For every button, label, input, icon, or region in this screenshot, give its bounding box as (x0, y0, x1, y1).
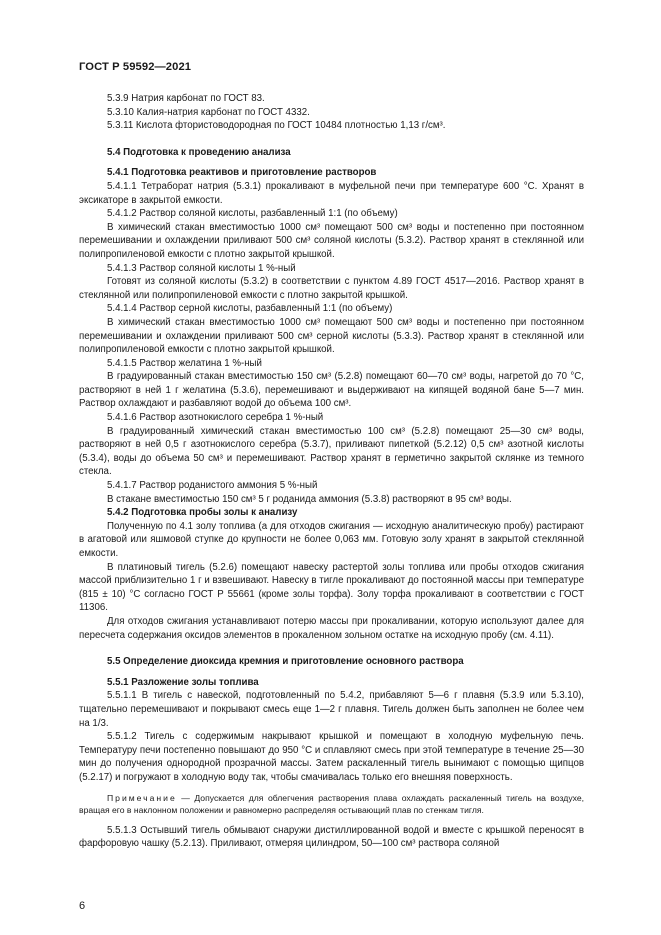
body-paragraph: 5.5.1.3 Остывший тигель обмывают снаружи дистиллированной водой и вместе с крышкой переносят в фарфоровую чашку (5.2.13). Приливают, отмеряя цилиндром, 50—100 см³ раствора соляной (79, 824, 584, 850)
document-body (79, 92, 584, 851)
note-label: Примечание (107, 792, 177, 803)
body-paragraph: 5.5.1.1 В тигель с навеской, подготовленный по 5.4.2, прибавляют 5—6 г плавня (5.3.9 или 5.3.10), тщательно перемешивают и покрывают смесь еще 1—2 г плавня. Тигель должен быть заполнен не более чем на 1/3. (79, 690, 584, 729)
body-paragraph: Полученную по 4.1 золу топлива (а для отходов сжигания — исходную аналитическую пробу) растирают в агатовой или яшмовой ступке до крупности не более 0,063 мм. Готовую золу хранят в закрытой стеклянной емкости. (79, 520, 584, 559)
body-paragraph: 5.5.1.2 Тигель с содержимым накрывают крышкой и помещают в холодную муфельную печь. Температуру печи постепенно повышают до 950 °С и сплавляют смесь при этой температуре в течение 25—30 мин до получения однородной прозрачной массы. Затем раскаленный тигель вынимают с помощью щипцов (5.2.17) и погружают в холодную воду так, чтобы смачивалась только его внешняя поверхность. (79, 731, 584, 783)
section-heading: 5.4.1 Подготовка реактивов и приготовление растворов (107, 167, 377, 179)
paragraph-spacer (79, 669, 584, 676)
body-paragraph: 5.4.1.4 Раствор серной кислоты, разбавленный 1:1 (по объему) (107, 303, 393, 315)
body-paragraph: Для отходов сжигания устанавливают потерю массы при прокаливании, которую используют далее для пересчета содержания оксидов элементов в прокаленном зольном остатке на исходную пробу (см. 4.11). (79, 615, 584, 641)
body-paragraph: 5.4.1.1 Тетраборат натрия (5.3.1) прокаливают в муфельной печи при температуре 600 °С. Хранят в эксикаторе в закрытой емкости. (79, 180, 584, 206)
body-paragraph: В платиновый тигель (5.2.6) помещают навеску растертой золы топлива или пробы отходов сжигания массой приблизительно 1 г и взвешивают. Навеску в тигле прокаливают до постоянной массы при температуре (815 ± 10) °С согласно ГОСТ Р 55661 (кроме золы торфа). Золу торфа прокаливают в соответствии с ГОСТ 11306. (79, 561, 584, 614)
body-paragraph: В стакане вместимостью 150 см³ 5 г роданида аммония (5.3.8) растворяют в 95 см³ воды. (107, 493, 512, 505)
section-heading: 5.5.1 Разложение золы топлива (107, 676, 259, 688)
body-paragraph: 5.4.1.2 Раствор соляной кислоты, разбавленный 1:1 (по объему) (107, 208, 398, 220)
body-paragraph: 5.4.1.5 Раствор желатина 1 %-ный (107, 357, 262, 369)
body-paragraph: В градуированный стакан вместимостью 150 см³ (5.2.8) помещают 60—70 см³ воды, нагретой до 70 °С, растворяют в ней 1 г желатина (5.3.6), перемешивают и выдерживают на кипящей водяной бане 5—7 мин. Раствор охлаждают и разбавляют водой до объема 100 см³. (79, 371, 584, 410)
section-heading: 5.4.2 Подготовка пробы золы к анализу (107, 507, 298, 519)
paragraph-spacer (79, 133, 584, 146)
body-paragraph: Готовят из соляной кислоты (5.3.2) в соответствии с пунктом 4.89 ГОСТ 4517—2016. Раствор хранят в стеклянной или полипропиленовой емкости с плотно закрытой крышкой. (79, 276, 584, 301)
note-text: — Допускается для облегчения растворения плава охлаждать раскаленный тигель на воздухе, вращая его в наклонном положении и равномерно распределяя остывающий плав по стенкам тигля. (79, 792, 584, 816)
paragraph-spacer (79, 159, 584, 166)
body-paragraph: 5.3.10 Калия-натрия карбонат по ГОСТ 4332. (107, 106, 310, 118)
paragraph-spacer (79, 785, 584, 792)
body-paragraph: 5.3.9 Натрия карбонат по ГОСТ 83. (107, 93, 265, 104)
page-number: 6 (79, 900, 86, 912)
body-paragraph: В химический стакан вместимостью 1000 см³ помещают 500 см³ воды и постепенно при постоянном перемешивании и охлаждении приливают 500 см³ соляной кислоты (5.3.2). Раствор хранят в стеклянной или полипропиленовой емкости с плотно закрытой крышкой. (79, 221, 584, 260)
section-heading: 5.4 Подготовка к проведению анализа (107, 146, 291, 158)
body-paragraph: В градуированный химический стакан вместимостью 100 см³ (5.2.8) помещают 25—30 см³ воды, растворяют в ней 0,5 г азотнокислого серебра (5.3.7), приливают пипеткой (5.2.12) 0,5 см³ азотной кислоты (5.3.4), воды до объема 50 см³ и перемешивают. Раствор хранят в герметично закрытой склянке из темного стекла. (79, 425, 584, 478)
body-paragraph: 5.4.1.3 Раствор соляной кислоты 1 %-ный (107, 262, 296, 274)
note-paragraph (79, 792, 584, 817)
document-header: ГОСТ Р 59592—2021 (79, 61, 192, 73)
paragraph-spacer (79, 642, 584, 655)
body-paragraph: 5.3.11 Кислота фтористоводородная по ГОСТ 10484 плотностью 1,13 г/см³. (107, 120, 446, 132)
section-heading: 5.5 Определение диоксида кремния и приготовление основного раствора (107, 656, 464, 668)
body-paragraph: 5.4.1.7 Раствор роданистого аммония 5 %-ный (107, 480, 318, 492)
paragraph-spacer (79, 817, 584, 824)
body-paragraph: 5.4.1.6 Раствор азотнокислого серебра 1 %-ный (107, 412, 324, 424)
body-paragraph: В химический стакан вместимостью 1000 см³ помещают 500 см³ воды и постепенно при постоянном перемешивании и охлаждении приливают 500 см³ серной кислоты (5.3.3). Раствор хранят в стеклянной или полипропиленовой емкости с плотно закрытой крышкой. (79, 316, 584, 356)
